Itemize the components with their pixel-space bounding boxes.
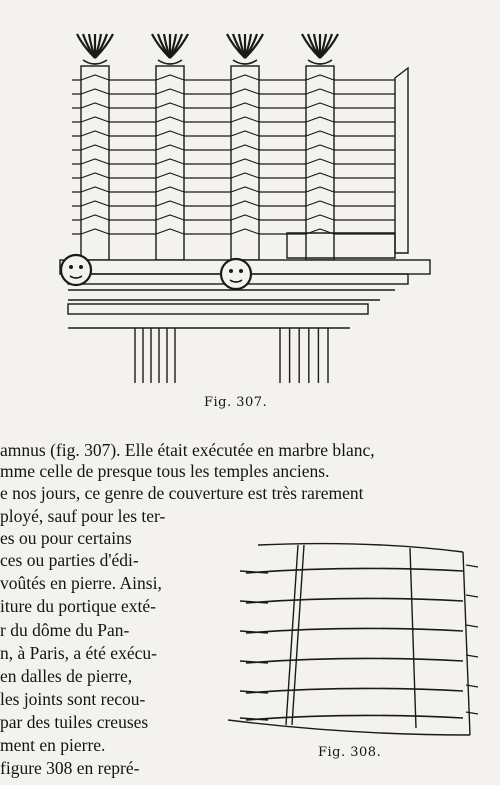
antefix (227, 34, 263, 64)
antefix (152, 34, 188, 64)
text-line: ployé, sauf pour les ter- (0, 506, 166, 526)
tile-joint (246, 715, 463, 720)
text-line: les joints sont recou- (0, 689, 146, 709)
tile-joint (246, 568, 463, 573)
roof-courses (72, 66, 408, 260)
figure-307-drawing (50, 8, 500, 388)
columns (135, 328, 328, 383)
text-line: figure 308 en repré- (0, 758, 140, 778)
tile-joint (246, 658, 463, 663)
text-line: e nos jours, ce genre de couverture est très rarement (0, 483, 364, 503)
figure-308 (228, 540, 500, 740)
tile-joint (246, 628, 463, 633)
text-line: es ou pour certains (0, 528, 132, 548)
column (135, 328, 175, 383)
figure-307 (50, 8, 500, 388)
tile-joint (246, 598, 463, 603)
figure-308-caption: Fig. 308. (318, 745, 382, 760)
tile-joint (246, 688, 463, 693)
figure-307-caption: Fig. 307. (204, 395, 268, 410)
antefixes (77, 34, 338, 64)
figure-308-drawing (228, 540, 500, 740)
text-line: en dalles de pierre, (0, 666, 133, 686)
antefix (77, 34, 113, 64)
column (280, 328, 328, 383)
text-line: voûtés en pierre. Ainsi, (0, 573, 162, 593)
text-line: n, à Paris, a été exécu- (0, 643, 157, 663)
lion-head (61, 255, 91, 285)
lion-head (221, 259, 251, 289)
text-line: r du dôme du Pan- (0, 620, 130, 640)
text-line: ment en pierre. (0, 735, 106, 755)
tile-joints (240, 565, 478, 720)
text-line: par des tuiles creuses (0, 712, 149, 732)
text-line: amnus (fig. 307). Elle était exécutée en marbre blanc, (0, 440, 375, 460)
text-line: mme celle de presque tous les temples anciens. (0, 461, 330, 481)
text-line: ces ou parties d'édi- (0, 550, 139, 570)
text-line: iture du portique exté- (0, 596, 156, 616)
antefix (302, 34, 338, 64)
